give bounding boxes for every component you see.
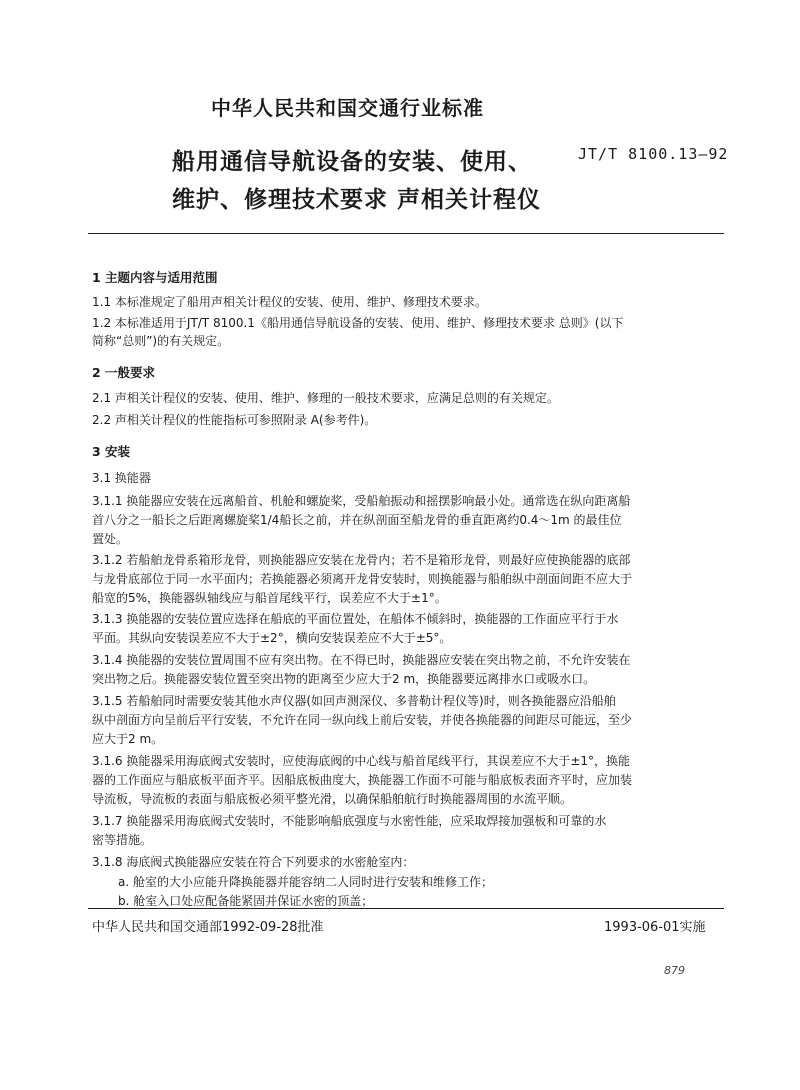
page-number: 879	[664, 964, 685, 977]
text-line: 3.1.8 海底阀式换能器应安装在符合下列要求的水密舱室内：	[92, 855, 415, 869]
text-line: a. 舱室的大小应能升降换能器并能容纳二人同时进行安装和维修工作；	[118, 875, 493, 889]
text-line: 3.1.7 换能器采用海底阀式安装时，不能影响船底强度与水密性能，应采取焊接加强板和可靠的水	[92, 814, 607, 828]
text-line: 1.2 本标准适用于JT/T 8100.1《船用通信导航设备的安装、使用、维护、修理技术要求 总则》(以下	[92, 316, 624, 330]
text-line: 2.1 声相关计程仪的安装、使用、维护、修理的一般技术要求，应满足总则的有关规定。	[92, 391, 559, 405]
text-line: 1.1 本标准规定了船用声相关计程仪的安装、使用、维护、修理技术要求。	[92, 295, 487, 309]
text-line: 船宽的5%，换能器纵轴线应与船首尾线平行，误差应不大于±1°。	[92, 591, 447, 605]
text-line: 首八分之一船长之后距离螺旋桨1/4船长之前，并在纵剖面至船龙骨的垂直距离约0.4～1m 的最佳位	[92, 513, 622, 527]
text-line: 3.1.5 若船舶同时需要安装其他水声仪器(如回声测深仪、多普勒计程仪等)时，则各换能器应沿船舶	[92, 694, 616, 708]
text-line: 3.1.3 换能器的安装位置应选择在船底的平面位置处，在船体不倾斜时，换能器的工作面应平行于水	[92, 612, 619, 626]
text-line: 3.1 换能器	[92, 471, 151, 485]
text-line: 3.1.1 换能器应安装在远离船首、机舱和螺旋桨，受船舶振动和摇摆影响最小处。通常选在纵向距离船	[92, 494, 631, 508]
text-line: 导流板，导流板的表面与船底板必须平整光滑，以确保船舶航行时换能器周围的水流平顺。	[92, 792, 573, 806]
text-line: 密等措施。	[92, 833, 153, 847]
text-line: 平面。其纵向安装误差应不大于±2°，横向安装误差应不大于±5°。	[92, 631, 452, 645]
issuing-organization: 中华人民共和国交通行业标准	[211, 96, 484, 120]
text-line: 2.2 声相关计程仪的性能指标可参照附录 A(参考件)。	[92, 413, 377, 427]
footer-divider	[88, 908, 724, 909]
document-title-line-1: 船用通信导航设备的安装、使用、	[172, 149, 532, 175]
standard-code: JT/T 8100.13—92	[578, 145, 729, 163]
section-heading: 2 一般要求	[92, 365, 156, 380]
text-line: 器的工作面应与船底板平面齐平。因船底板曲度大，换能器工作面不可能与船底板表面齐平时，应加装	[92, 773, 633, 787]
section-heading: 3 安装	[92, 444, 131, 459]
text-line: 置处。	[92, 532, 129, 546]
text-line: b. 舱室入口处应配备能紧固并保证水密的顶盖；	[118, 894, 374, 908]
document-title-line-2: 维护、修理技术要求 声相关计程仪	[172, 187, 542, 213]
effective-date: 1993-06-01实施	[604, 920, 706, 935]
approval-note: 中华人民共和国交通部1992-09-28批准	[92, 920, 324, 935]
text-line: 3.1.2 若船舶龙骨系箱形龙骨，则换能器应安装在龙骨内；若不是箱形龙骨，则最好应使换能器的底部	[92, 553, 631, 567]
text-line: 纵中剖面方向呈前后平行安装，不允许在同一纵向线上前后安装，并使各换能器的间距尽可能远，至少	[92, 713, 633, 727]
text-line: 与龙骨底部位于同一水平面内；若换能器必须离开龙骨安装时，则换能器与船舶纵中剖面间距不应大于	[92, 572, 633, 586]
text-line: 简称“总则”)的有关规定。	[92, 334, 230, 348]
section-heading: 1 主题内容与适用范围	[92, 270, 218, 285]
text-line: 应大于2 m。	[92, 732, 164, 746]
text-line: 3.1.6 换能器采用海底阀式安装时，应使海底阀的中心线与船首尾线平行，其误差应不大于±1°，换能	[92, 754, 631, 768]
text-line: 突出物之后。换能器安装位置至突出物的距离至少应大于2 m，换能器要远离排水口或吸水口。	[92, 672, 596, 686]
text-line: 3.1.4 换能器的安装位置周围不应有突出物。在不得已时，换能器应安装在突出物之前，不允许安装在	[92, 653, 631, 667]
header-divider	[88, 233, 724, 234]
